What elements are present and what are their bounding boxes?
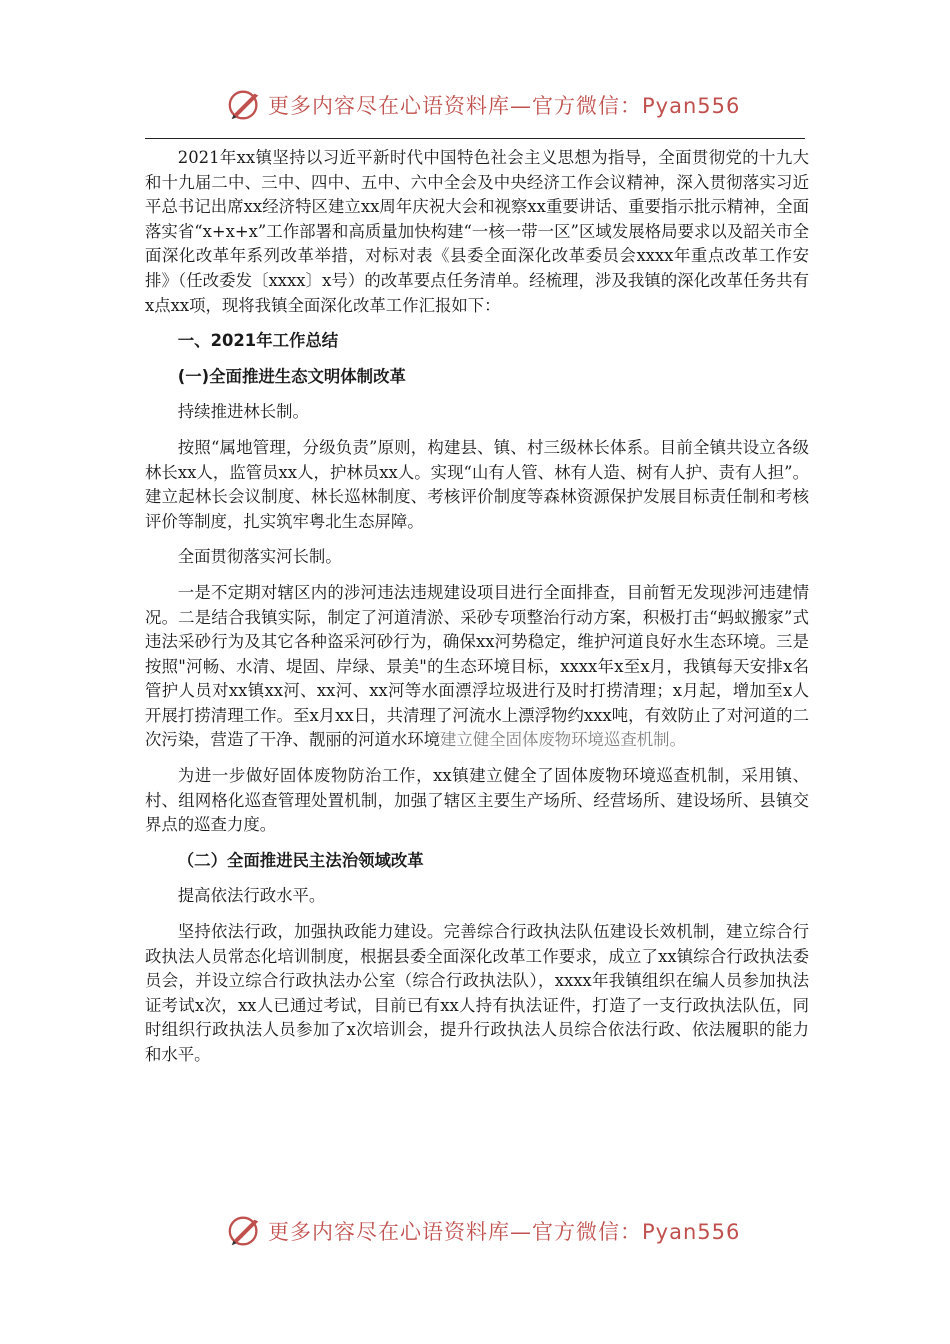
subsection-heading: （二）全面推进民主法治领域改革 [177,850,424,870]
pen-circle-logo-icon [226,1212,264,1250]
section-heading: 一、2021年工作总结 [177,331,339,351]
item-title: 全面贯彻落实河长制。 [177,547,342,567]
item-title: 持续推进林长制。 [177,402,309,422]
header-divider [145,138,805,139]
document-body [145,146,809,1079]
banner-text: 更多内容尽在心语资料库—官方微信：Pyan556 [268,1220,741,1244]
item-paragraph: 为进一步做好固体废物防治工作，xx镇建立健全了固体废物环境巡查机制，采用镇、村、组网格化巡查管理处置机制，加强了辖区主要生产场所、经营场所、建设场所、县镇交界点的巡查力度。 [145,766,809,835]
pen-circle-logo-icon [226,86,264,124]
wechat-id: Pyan556 [642,1220,741,1244]
subsection-heading: (一)全面推进生态文明体制改革 [177,366,406,386]
footer-banner [0,1206,950,1254]
item-paragraph: 一是不定期对辖区内的涉河违法违规建设项目进行全面排查，目前暂无发现涉河违建情况。二是结合我镇实际，制定了河道清淤、采砂专项整治行动方案，积极打击“蚂蚁搬家”式违法采砂行为及其它各种盗采河砂行为，确保xx河势稳定，维护河道良好水生态环境。三是按照"河畅、水清、堤固、岸绿、景美"的生态环境目标，xxxx年x至x月，我镇每天安排x名管护人员对xx镇xx河、xx河、xx河等水面漂浮垃圾进行及时打捞清理；x月起，增加至x人开展打捞清理工作。至x月xx日，共清理了河流水上漂浮物约xxx吨，有效防止了对河道的二次污染，营造了干净、靓丽的河道水环境建立健全固体废物环境巡查机制。 [145,582,809,750]
item-title: 提高依法行政水平。 [177,886,326,906]
item-paragraph: 坚持依法行政，加强执政能力建设。完善综合行政执法队伍建设长效机制，建立综合行政执法人员常态化培训制度，根据县委全面深化改革工作要求，成立了xx镇综合行政执法委员会，并设立综合行政执法办公室（综合行政执法队），xxxx年我镇组织在编人员参加执法证考试x次，xx人已通过考试，目前已有xx人持有执法证件，打造了一支行政执法队伍，同时组织行政执法人员参加了x次培训会，提升行政执法人员综合依法行政、依法履职的能力和水平。 [145,922,809,1064]
banner-text: 更多内容尽在心语资料库—官方微信：Pyan556 [268,94,741,118]
inline-item-title: 建立健全固体废物环境巡查机制。 [440,730,686,750]
item-paragraph: 按照“属地管理，分级负责”原则，构建县、镇、村三级林长体系。目前全镇共设立各级林长xx人，监管员xx人，护林员xx人。实现“山有人管、林有人造、树有人护、责有人担”。建立起林长会议制度、林长巡林制度、考核评价制度等森林资源保护发展目标责任制和考核评价等制度，扎实筑牢粤北生态屏障。 [145,437,809,531]
header-banner [0,80,950,128]
intro-paragraph: 2021年xx镇坚持以习近平新时代中国特色社会主义思想为指导，全面贯彻党的十九大和十九届二中、三中、四中、五中、六中全会及中央经济工作会议精神，深入贯彻落实习近平总书记出席xx经济特区建立xx周年庆祝大会和视察xx重要讲话、重要指示批示精神，全面落实省“x+x+x”工作部署和高质量加快构建“一核一带一区”区域发展格局要求以及韶关市全面深化改革年系列改革举措，对标对表《县委全面深化改革委员会xxxx年重点改革工作安排》（任改委发〔xxxx〕x号）的改革要点任务清单。经梳理，涉及我镇的深化改革任务共有x点xx项，现将我镇全面深化改革工作汇报如下： [145,148,809,315]
wechat-id: Pyan556 [642,94,741,118]
